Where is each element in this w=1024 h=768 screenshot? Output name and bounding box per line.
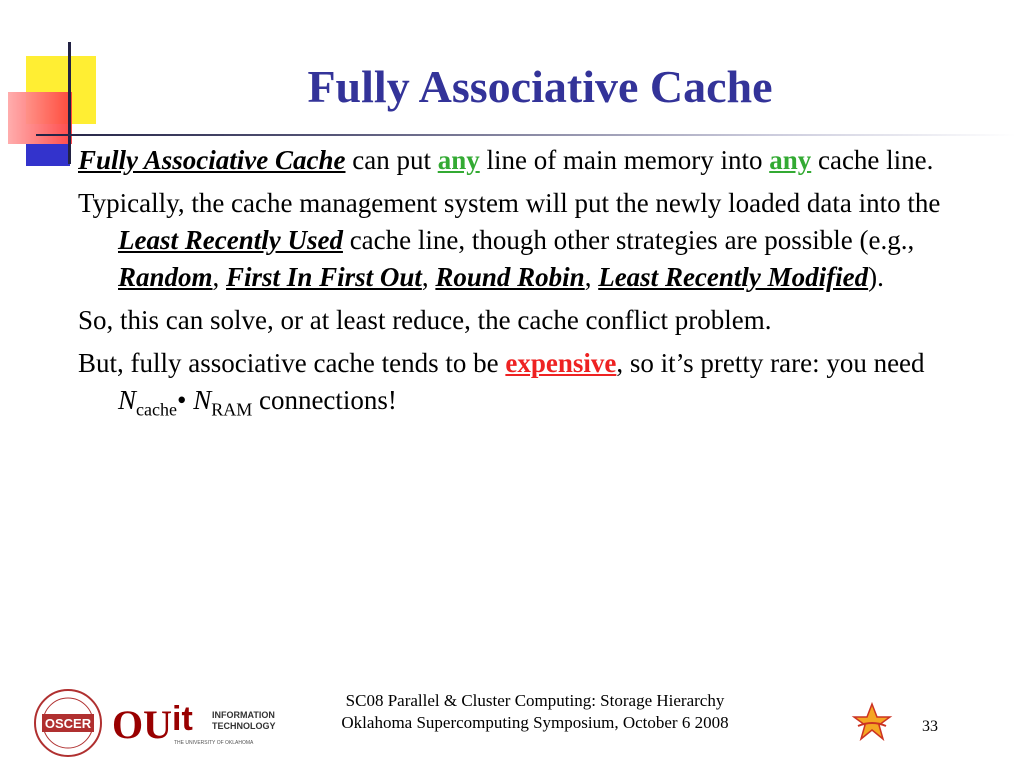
- term-least-recently-modified: Least Recently Modified: [598, 262, 869, 292]
- paragraph-replacement-strategies: [78, 185, 978, 296]
- text-segment: But, fully associative cache tends to be: [78, 348, 506, 378]
- it-logo-text-3: THE UNIVERSITY OF OKLAHOMA: [174, 740, 254, 746]
- text-segment: can put: [345, 145, 438, 175]
- text-segment: , so it’s pretty rare: you need: [616, 348, 925, 378]
- footer-caption: [300, 690, 770, 734]
- text-segment: Typically, the cache management system will put the newly loaded data into the: [78, 188, 941, 218]
- highlight-expensive: expensive: [505, 348, 617, 378]
- subscript-ram: RAM: [211, 399, 253, 420]
- highlight-any: any: [437, 145, 480, 175]
- page-number: 33: [922, 718, 938, 735]
- ou-logo-text: OU: [112, 702, 172, 747]
- sc08-star-icon: [852, 702, 892, 742]
- footer-line-2: Oklahoma Supercomputing Symposium, October 6 2008: [341, 713, 729, 732]
- it-logo-text-1: INFORMATION: [212, 710, 275, 720]
- paragraph-conflict-problem: So, this can solve, or at least reduce, the cache conflict problem.: [78, 305, 772, 335]
- oscer-logo-text: OSCER: [44, 716, 92, 731]
- slide-title: Fully Associative Cache: [307, 61, 773, 112]
- text-segment: ,: [421, 262, 436, 292]
- decor-vertical-line: [68, 42, 71, 164]
- decor-red-square-fade: [8, 92, 72, 144]
- text-segment: ,: [584, 262, 599, 292]
- it-logo-text-2: TECHNOLOGY: [212, 721, 276, 731]
- term-fully-associative-cache: Fully Associative Cache: [78, 145, 346, 175]
- it-logo-mark: it: [172, 700, 193, 738]
- text-segment: ,: [212, 262, 227, 292]
- text-segment: connections!: [252, 385, 397, 415]
- oscer-seal-logo: [20, 688, 116, 758]
- variable-n: N: [118, 385, 137, 415]
- text-segment: cache line.: [811, 145, 934, 175]
- bullet-dot: •: [176, 385, 194, 415]
- variable-n: N: [193, 385, 212, 415]
- text-segment: cache line, though other strategies are possible (e.g.,: [342, 225, 915, 255]
- term-round-robin: Round Robin: [435, 262, 585, 292]
- paragraph-fully-associative: [78, 142, 978, 179]
- highlight-any: any: [769, 145, 812, 175]
- text-segment: line of main memory into: [479, 145, 770, 175]
- paragraph-expensive: [78, 345, 978, 428]
- ou-logo: [112, 690, 172, 750]
- subscript-cache: cache: [136, 399, 177, 420]
- term-random: Random: [118, 262, 213, 292]
- title-divider-line: [36, 134, 1016, 136]
- slide-body: [78, 142, 978, 434]
- footer-line-1: SC08 Parallel & Cluster Computing: Storage Hierarchy: [345, 691, 725, 710]
- text-segment: ).: [868, 262, 884, 292]
- slide-footer: [0, 688, 1024, 768]
- it-logo: [170, 692, 288, 748]
- term-least-recently-used: Least Recently Used: [118, 225, 343, 255]
- term-first-in-first-out: First In First Out: [226, 262, 422, 292]
- decor-blue-square: [26, 144, 70, 166]
